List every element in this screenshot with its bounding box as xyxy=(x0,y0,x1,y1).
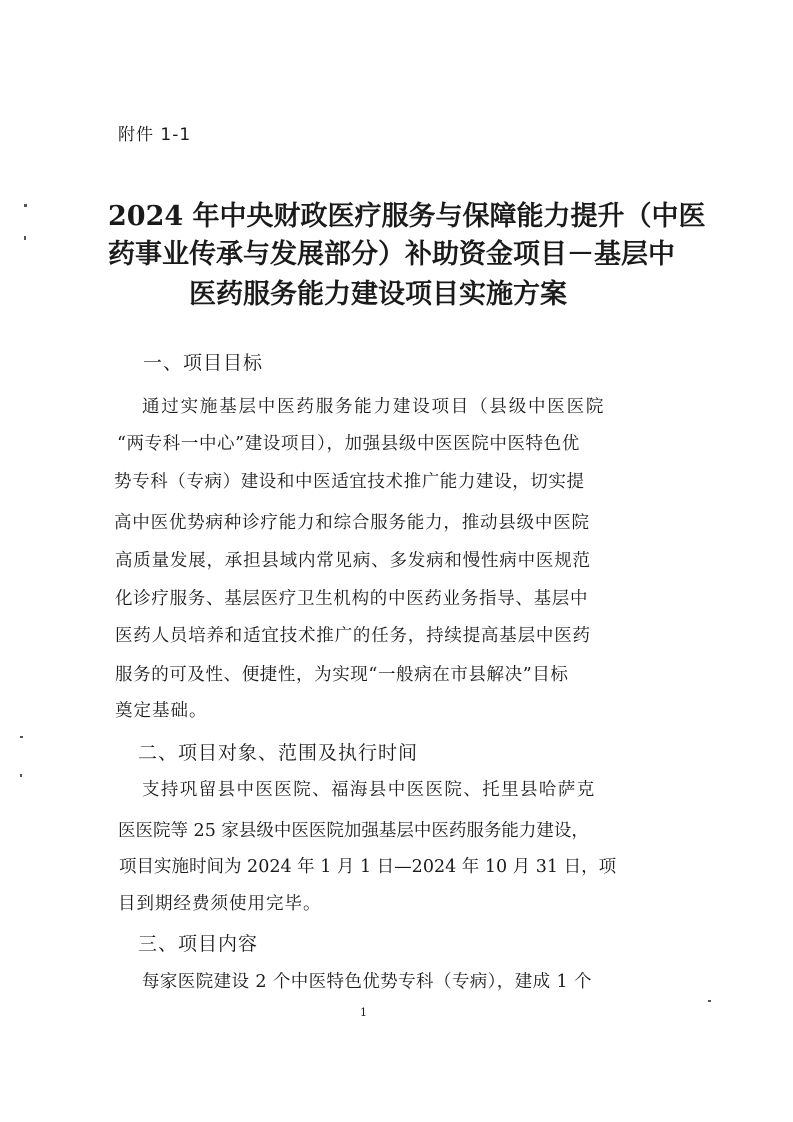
paragraph-line: 高质量发展，承担县域内常见病、多发病和慢性病中医规范 xyxy=(115,551,591,571)
paragraph-line: 奠定基础。 xyxy=(115,701,208,721)
paragraph-line: 通过实施基层中医药服务能力建设项目（县级中医医院 xyxy=(142,397,606,417)
scan-speck xyxy=(20,774,22,777)
paragraph-line: “两专科一中心”建设项目），加强县级中医医院中医特色优 xyxy=(117,434,580,454)
scan-speck xyxy=(24,236,26,240)
paragraph-line: 目到期经费须使用完毕。 xyxy=(118,894,322,914)
document-title-line-2: 药事业传承与发展部分）补助资金项目－基层中 xyxy=(108,239,675,270)
section-heading-scope: 二、项目对象、范围及执行时间 xyxy=(138,742,419,764)
document-title-line-1: 2024 年中央财政医疗服务与保障能力提升（中医 xyxy=(108,201,706,232)
paragraph-line: 化诊疗服务、基层医疗卫生机构的中医药业务指导、基层中 xyxy=(115,589,589,609)
section-heading-content: 三、项目内容 xyxy=(138,933,259,955)
annex-label: 附件 1-1 xyxy=(118,125,192,145)
paragraph-line: 高中医优势病种诊疗能力和综合服务能力，推动县级中医院 xyxy=(114,513,590,533)
paragraph-line: 项目实施时间为 2024 年 1 月 1 日—2024 年 10 月 31 日，项 xyxy=(119,857,617,877)
paragraph-line: 医医院等 25 家县级中医医院加强基层中医药服务能力建设， xyxy=(118,821,589,841)
page-number: 1 xyxy=(360,1006,367,1019)
section-heading-objectives: 一、项目目标 xyxy=(143,352,264,374)
paragraph-line: 服务的可及性、便捷性，为实现“一般病在市县解决”目标 xyxy=(115,665,569,685)
scan-speck xyxy=(20,736,23,738)
paragraph-line: 每家医院建设 2 个中医特色优势专科（专病），建成 1 个 xyxy=(142,972,592,992)
paragraph-line: 支持巩留县中医医院、福海县中医医院、托里县哈萨克 xyxy=(142,780,596,800)
document-title-line-3: 医药服务能力建设项目实施方案 xyxy=(189,279,567,310)
scan-speck xyxy=(24,204,27,207)
paragraph-line: 势专科（专病）建设和中医适宜技术推广能力建设，切实提 xyxy=(114,472,585,492)
paragraph-line: 医药人员培养和适宜技术推广的任务，持续提高基层中医药 xyxy=(115,626,591,646)
scan-speck xyxy=(708,1000,711,1002)
